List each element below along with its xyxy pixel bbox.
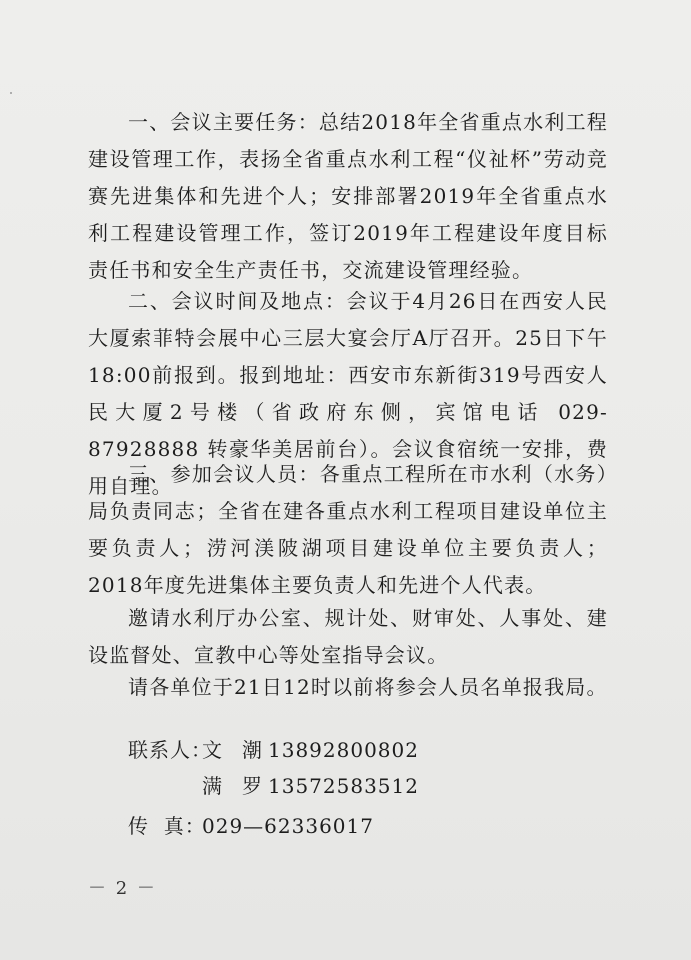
paragraph-attendees: 三、参加会议人员：各重点工程所在市水利（水务）局负责同志；全省在建各重点水利工程项目建设单位主要负责人；涝河渼陂湖项目建设单位主要负责人；2018年度先进集体主要负责人和先进个人代表。 [88, 462, 608, 597]
contact-name-1: 文潮 [202, 738, 282, 762]
fax-label: 传 真： [128, 814, 206, 838]
paragraph-submission-notice: 请各单位于21日12时以前将参会人员名单报我局。 [128, 675, 608, 699]
contact-label: 联系人： [128, 738, 212, 762]
fax-number: 029—62336017 [202, 814, 374, 838]
contact-phone-1: 13892800802 [268, 738, 419, 762]
fax-row [128, 810, 374, 839]
contact-phone-2: 13572583512 [268, 774, 419, 798]
paragraph-meeting-tasks: 一、会议主要任务：总结2018年全省重点水利工程建设管理工作，表扬全省重点水利工程“仪祉杯”劳动竞赛先进集体和先进个人；安排部署2019年全省重点水利工程建设管理工作，签订2019年工程建设年度目标责任书和安全生产责任书，交流建设管理经验。 [88, 110, 608, 282]
contact-row-1 [128, 734, 419, 763]
contact-name-2: 满罗 [202, 774, 282, 798]
contact-row-2 [202, 770, 419, 799]
paragraph-invitation: 邀请水利厅办公室、规计处、财审处、人事处、建设监督处、宣教中心等处室指导会议。 [88, 606, 608, 667]
page-number: － 2 － [88, 878, 157, 899]
paragraph-time-and-place: 二、会议时间及地点：会议于4月26日在西安人民大厦索菲特会展中心三层大宴会厅A厅召开。25日下午18:00前报到。报到地址：西安市东新街319号西安人民大厦2号楼（省政府东侧，宾馆电话 029-87928888 转豪华美居前台）。会议食宿统一安排，费用自理。 [88, 289, 608, 498]
scan-speck [10, 92, 12, 94]
